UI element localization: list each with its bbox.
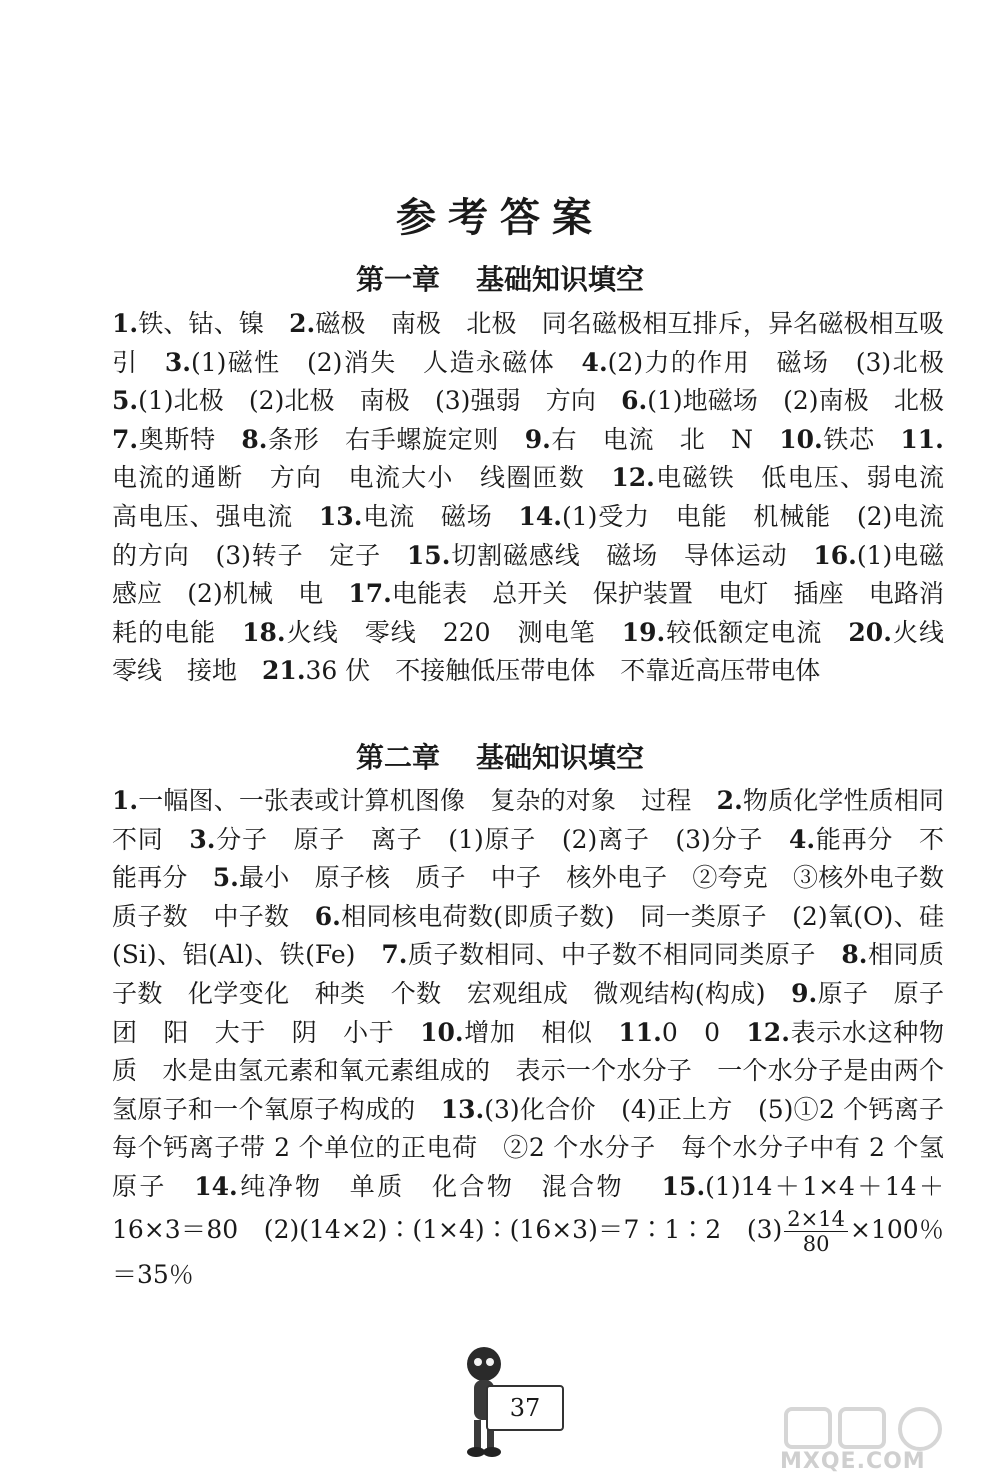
answer-text: 电流的通断 方向 电流大小 线圈匝数 xyxy=(112,463,586,493)
answer-number: 12. xyxy=(611,463,655,493)
answer-text: 右 电流 北 N xyxy=(550,424,753,454)
answer-text: 36 伏 不接触低压带电体 不靠近高压带电体 xyxy=(305,656,821,686)
answer-text: (1)受力 电能 机械能 (2)电流的方向 (3)转子 定子 xyxy=(112,501,944,570)
answer-item xyxy=(112,786,692,815)
watermark xyxy=(780,1405,990,1475)
answer-number: 11. xyxy=(900,424,944,454)
answer-number: 9. xyxy=(524,424,551,454)
page-title: 参考答案 xyxy=(396,194,604,241)
answer-text: (1)磁性 (2)消失 人造永磁体 xyxy=(190,347,556,377)
answer-number: 21. xyxy=(262,656,306,686)
answer-number: 2. xyxy=(716,786,743,815)
answer-text: (1)14＋1×4＋14＋16×3＝80 (2)(14×2)∶(1×4)∶(16×3)＝7∶1∶2 (3) xyxy=(112,1171,944,1244)
chapter-2-title: 第二章 xyxy=(355,741,440,774)
answer-item xyxy=(112,309,264,338)
answer-item xyxy=(189,825,763,854)
answer-text: 一幅图、一张表或计算机图像 复杂的对象 过程 xyxy=(138,786,692,815)
answer-text: 纯净物 单质 化合物 混合物 xyxy=(237,1171,624,1201)
answer-number: 8. xyxy=(841,940,868,970)
answer-number: 5. xyxy=(212,863,239,893)
answer-number: 15. xyxy=(661,1171,706,1201)
answer-item xyxy=(582,348,944,377)
chapter-1-title: 第一章 xyxy=(355,263,440,296)
answer-number: 10. xyxy=(779,424,823,454)
answer-text: 铁、钴、镍 xyxy=(138,309,264,338)
answer-number: 13. xyxy=(318,501,363,531)
chapter-1-subtitle: 基础知识填空 xyxy=(476,263,645,296)
answer-number: 19. xyxy=(621,617,666,647)
answer-text: 条形 右手螺旋定则 xyxy=(267,424,500,454)
answer-number: 4. xyxy=(788,824,816,854)
answer-item xyxy=(262,656,820,685)
answer-item xyxy=(779,425,874,454)
answer-number: 15. xyxy=(406,540,451,570)
answer-text: 质子数相同、中子数不相同同类原子 xyxy=(407,940,816,970)
answer-text: (1)北极 (2)北极 南极 (3)强弱 方向 xyxy=(138,386,596,416)
answer-number: 16. xyxy=(813,540,857,570)
answer-number: 10. xyxy=(420,1017,464,1047)
answer-number: 2. xyxy=(289,309,316,338)
answer-text: 最小 原子核 质子 中子 核外电子 ②夸克 ③核外电子数 质子数 中子数 xyxy=(112,863,969,931)
answer-number: 6. xyxy=(621,386,648,416)
answer-number: 20. xyxy=(848,617,892,647)
answer-text: 较低额定电流 xyxy=(665,617,823,647)
answer-item xyxy=(525,425,753,454)
answer-item xyxy=(621,386,944,415)
answer-text: 电磁铁 低电压、弱电流 高电压、强电流 xyxy=(112,463,969,531)
answer-number: 3. xyxy=(189,824,216,854)
answer-text: 能再分 不能再分 xyxy=(112,824,944,893)
answer-text: 增加 相似 xyxy=(463,1017,593,1047)
answer-text: 分子 原子 离子 (1)原子 (2)离子 (3)分子 xyxy=(215,824,764,854)
answer-text: (1)地磁场 (2)南极 北极 xyxy=(647,386,944,416)
answer-number: 1. xyxy=(112,786,139,815)
answer-text: 电能表 总开关 保护装置 电灯 插座 电路消耗的电能 xyxy=(112,579,944,647)
answer-text: 奥斯特 xyxy=(138,424,216,454)
fraction xyxy=(784,1207,848,1256)
answer-text: 磁极 南极 北极 同名磁极相互排斥，异名磁极相互吸引 xyxy=(112,309,944,377)
answer-item xyxy=(622,618,823,647)
answer-number: 14. xyxy=(194,1171,238,1201)
answer-item xyxy=(194,1172,624,1201)
answer-number: 13. xyxy=(440,1094,485,1124)
answer-item xyxy=(112,386,596,415)
answer-text: 切割磁感线 磁场 导体运动 xyxy=(450,540,788,570)
answer-item xyxy=(242,618,596,647)
answer-item xyxy=(241,425,499,454)
answer-item xyxy=(420,1018,593,1047)
answer-text: ×100％＝35％ xyxy=(112,1214,944,1289)
answer-number: 14. xyxy=(518,501,562,531)
answer-text: 电流 磁场 xyxy=(362,501,493,531)
answer-text: (1)电磁感应 (2)机械 电 xyxy=(112,540,944,609)
answer-number: 3. xyxy=(164,347,191,377)
answer-text: 相同核电荷数(即质子数) 同一类原子 (2)氧(O)、硅(Si)、铝(Al)、铁(Fe) xyxy=(112,901,944,970)
answer-number: 4. xyxy=(581,347,608,377)
answer-text: 0 0 xyxy=(661,1017,721,1047)
answer-text: (3)化合价 (4)正上方 (5)①2 个钙离子 每个钙离子带 2 个单位的正电荷 ②2 个水分子 每个水分子中有 2 个氢原子 xyxy=(112,1094,969,1201)
answer-item xyxy=(618,1018,720,1047)
answer-number: 18. xyxy=(242,617,286,647)
chapter-2-subtitle: 基础知识填空 xyxy=(476,741,645,774)
answer-number: 17. xyxy=(348,579,392,609)
answer-item xyxy=(407,541,788,570)
answer-text: 铁芯 xyxy=(822,424,875,454)
answer-number: 8. xyxy=(241,424,268,454)
answer-text: 火线 零线 220 测电笔 xyxy=(285,617,596,647)
chapter-2-answers xyxy=(112,782,969,1294)
answer-item xyxy=(381,940,815,969)
chapter-2-heading xyxy=(0,736,1000,776)
answer-item xyxy=(165,348,555,377)
answer-number: 1. xyxy=(112,309,139,338)
answer-number: 7. xyxy=(112,424,139,454)
answer-item xyxy=(112,425,216,454)
chapter-1-answers xyxy=(112,305,969,691)
answer-text: 物质化学性质相同 不同 xyxy=(112,786,969,854)
answer-item xyxy=(319,502,493,531)
watermark-text: MXQE.COM xyxy=(780,1449,926,1474)
answer-text: 原子 原子团 阳 大于 阴 小于 xyxy=(112,978,944,1047)
answer-text: 相同质子数 化学变化 种类 个数 宏观组成 微观结构(构成) xyxy=(112,940,944,1008)
answer-number: 5. xyxy=(112,386,139,416)
answer-number: 7. xyxy=(381,940,408,970)
page-number: 37 xyxy=(486,1385,564,1431)
fraction-denominator: 80 xyxy=(802,1231,830,1256)
answer-number: 11. xyxy=(618,1017,662,1047)
answer-text: 表示水这种物质 水是由氢元素和氧元素组成的 表示一个水分子 一个水分子是由两个氢原子和一个氧原子构成的 xyxy=(112,1017,944,1124)
watermark-logo-icon xyxy=(780,1405,990,1451)
fraction-numerator: 2×14 xyxy=(784,1207,848,1232)
answer-text: (2)力的作用 磁场 (3)北极 xyxy=(607,347,944,377)
answer-number: 12. xyxy=(746,1017,790,1047)
answer-text: 火线 零线 接地 xyxy=(112,617,969,686)
chapter-1-heading xyxy=(0,258,1000,298)
answer-number: 9. xyxy=(791,978,818,1008)
answer-number: 6. xyxy=(314,901,341,931)
